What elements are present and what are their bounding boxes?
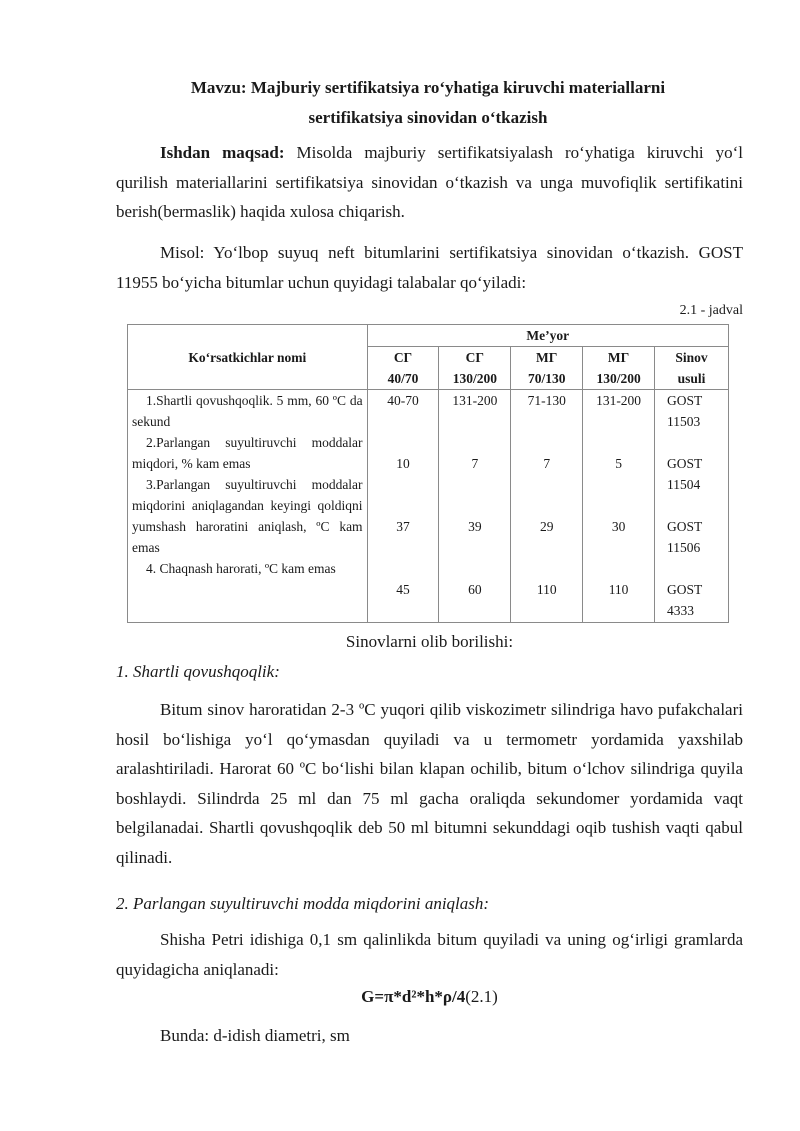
section-1-heading: 1. Shartli qovushqoqlik: xyxy=(116,662,280,681)
table-cell-col-2 xyxy=(439,390,511,623)
bunda-paragraph: Bunda: d-idish diametri, sm xyxy=(160,1026,350,1045)
table-header-col-4: МГ 130/200 xyxy=(583,347,655,390)
procedure-heading: Sinovlarni olib borilishi: xyxy=(345,632,514,651)
table-cell-col-3 xyxy=(511,390,583,623)
table-value: 5 xyxy=(615,456,622,471)
table-item-2: 2.Parlangan suyultiruvchi moddalar miqdori, % kam emas xyxy=(132,435,363,471)
table-item-1: 1.Shartli qovushqoqlik. 5 mm, 60 ºC da sekund xyxy=(132,393,363,429)
table-value: 131-200 xyxy=(596,393,642,408)
table-cell-col-1 xyxy=(367,390,439,623)
table-header-col-2: СГ 130/200 xyxy=(439,347,511,390)
table-cell-method: GOST 11503 GOST 11504 GOST 11506 GOST 4333 xyxy=(655,390,729,623)
table-caption: 2.1 - jadval xyxy=(679,303,743,318)
table-value: 110 xyxy=(608,582,629,597)
section-1-paragraph: Bitum sinov haroratidan 2-3 ºC yuqori qilib viskozimetr silindriga havo pufakchalari hosil bo‘lishiga yo‘l qo‘ymasdan quyiladi va u termometr yordamida yaxshilab aralashtiriladi. Harorat 60 ºC bo‘lishi bilan klapan ochilib, bitum o‘lchov silindriga quyila boshlaydi. Silindrda 25 ml dan 75 ml gacha oraliqda sekundomer yordamida vaqt belgilanadai. Shartli qovushqoqlik deb 50 ml bitumni sekunddagi oqib tushish vaqti qabul qilinadi. xyxy=(116,700,743,867)
section-2-paragraph: Shisha Petri idishiga 0,1 sm qalinlikda bitum quyiladi va uning og‘irligi gramlarda quyidagicha aniqlanadi: xyxy=(116,930,743,979)
table-header-method: Sinov usuli xyxy=(655,347,729,390)
section-2-heading: 2. Parlangan suyultiruvchi modda miqdorini aniqlash: xyxy=(116,894,490,913)
formula xyxy=(116,987,743,1007)
table-value: 30 xyxy=(611,519,626,534)
table-header-col-1: СГ 40/70 xyxy=(367,347,439,390)
table-value: 10 xyxy=(396,456,410,471)
page-title-line-1: Mavzu: Majburiy sertifikatsiya ro‘yhatiga kiruvchi materiallarni xyxy=(190,78,666,97)
table-item-4: 4. Chaqnash harorati, ºC kam emas xyxy=(146,561,336,576)
table-value: 71-130 xyxy=(527,393,566,408)
requirements-table xyxy=(127,324,729,623)
table-value: 110 xyxy=(536,582,557,597)
example-paragraph: Misol: Yo‘lbop suyuq neft bitumlarini sertifikatsiya sinovidan o‘tkazish. GOST 11955 bo‘yicha bitumlar uchun quyidagi talabalar qo‘yiladi: xyxy=(116,243,743,292)
table-value: 60 xyxy=(468,582,482,597)
goal-paragraph xyxy=(116,138,743,227)
formula-expression: G=π*d²*h*ρ/4 xyxy=(361,987,466,1006)
page-title-line-2: sertifikatsiya sinovidan o‘tkazish xyxy=(308,108,548,127)
table-item-3: 3.Parlangan suyultiruvchi moddalar miqdorini aniqlagandan keyingi qoldiqni yumshash haroratini aniqlash, ºC kam emas xyxy=(132,477,363,555)
goal-text: Misolda majburiy sertifikatsiyalash ro‘yhatiga kiruvchi yo‘l qurilish materiallarini sertifikatsiya sinovidan o‘tkazish va unga muvofiqlik sertifikatini berish(bermaslik) haqida xulosa chiqarish. xyxy=(116,143,743,221)
table-value: 7 xyxy=(471,456,479,471)
table-value: 37 xyxy=(396,519,410,534)
goal-label: Ishdan maqsad: xyxy=(160,143,285,162)
table-value: 45 xyxy=(396,582,410,597)
table-value: 39 xyxy=(468,519,482,534)
table-row xyxy=(128,390,729,623)
table-cell-items xyxy=(128,390,368,623)
formula-number: (2.1) xyxy=(465,987,498,1006)
table-value: 7 xyxy=(543,456,551,471)
table-value: 29 xyxy=(539,519,554,534)
table-value: 40-70 xyxy=(387,393,419,408)
table-header-col-3: МГ 70/130 xyxy=(511,347,583,390)
table-value: 131-200 xyxy=(452,393,498,408)
table-cell-col-4 xyxy=(583,390,655,623)
table-header-norm: Me’yor xyxy=(367,325,728,347)
table-header-name: Ko‘rsatkichlar nomi xyxy=(128,325,368,390)
